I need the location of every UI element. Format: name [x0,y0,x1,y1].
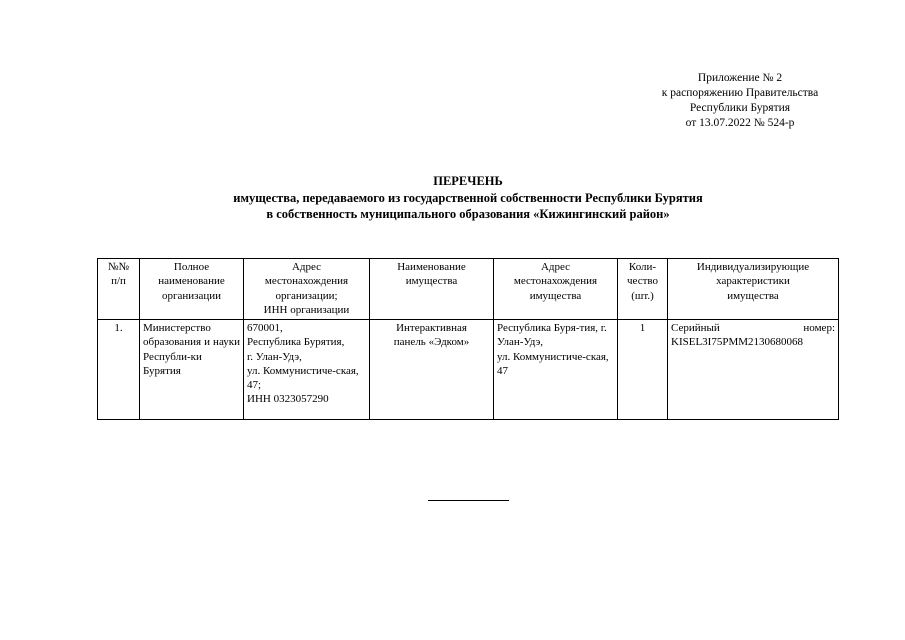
title-heading: ПЕРЕЧЕНЬ [433,174,503,188]
property-table [97,258,839,420]
cell-characteristics [668,320,839,420]
serial-label-row [671,321,835,335]
header-property-address: Адрес местонахождения имущества [494,259,618,320]
header-characteristics: Индивидуализирующие характеристики имущества [668,259,839,320]
table-header-row [98,259,839,320]
cell-property-address: Республика Буря-тия, г. Улан-Удэ, ул. Коммунистиче-ская, 47 [494,320,618,420]
serial-value: KISEL3I75PMM2130680068 [671,336,804,349]
appendix-line-1: Приложение № 2 [697,72,783,84]
document-title [0,173,905,223]
appendix-line-4: от 13.07.2022 № 524-р [685,117,795,129]
table-row [98,320,839,420]
serial-label: Серийный [671,322,720,334]
cell-org-address: 670001, Республика Бурятия, г. Улан-Удэ, ул. Коммунистиче-ская, 47; ИНН 0323057290 [244,320,370,420]
closing-divider [428,500,509,501]
cell-qty: 1 [618,320,668,420]
header-property: Наименование имущества [370,259,494,320]
title-line-2: имущества, передаваемого из государственной собственности Республики Бурятия [233,190,703,205]
serial-word: номер: [803,322,835,334]
header-num: №№ п/п [98,259,140,320]
appendix-line-2: к распоряжению Правительства [661,87,819,99]
header-org: Полное наименование организации [140,259,244,320]
cell-property: Интерактивная панель «Эдком» [370,320,494,420]
appendix-line-3: Республики Бурятия [689,102,791,114]
appendix-note [640,71,840,131]
header-org-address: Адрес местонахождения организации; ИНН организации [244,259,370,320]
cell-org: Министерство образования и науки Республи-ки Бурятия [140,320,244,420]
title-line-3: в собственность муниципального образования «Кижингинский район» [266,207,670,221]
header-qty: Коли- чество (шт.) [618,259,668,320]
cell-num: 1. [98,320,140,420]
